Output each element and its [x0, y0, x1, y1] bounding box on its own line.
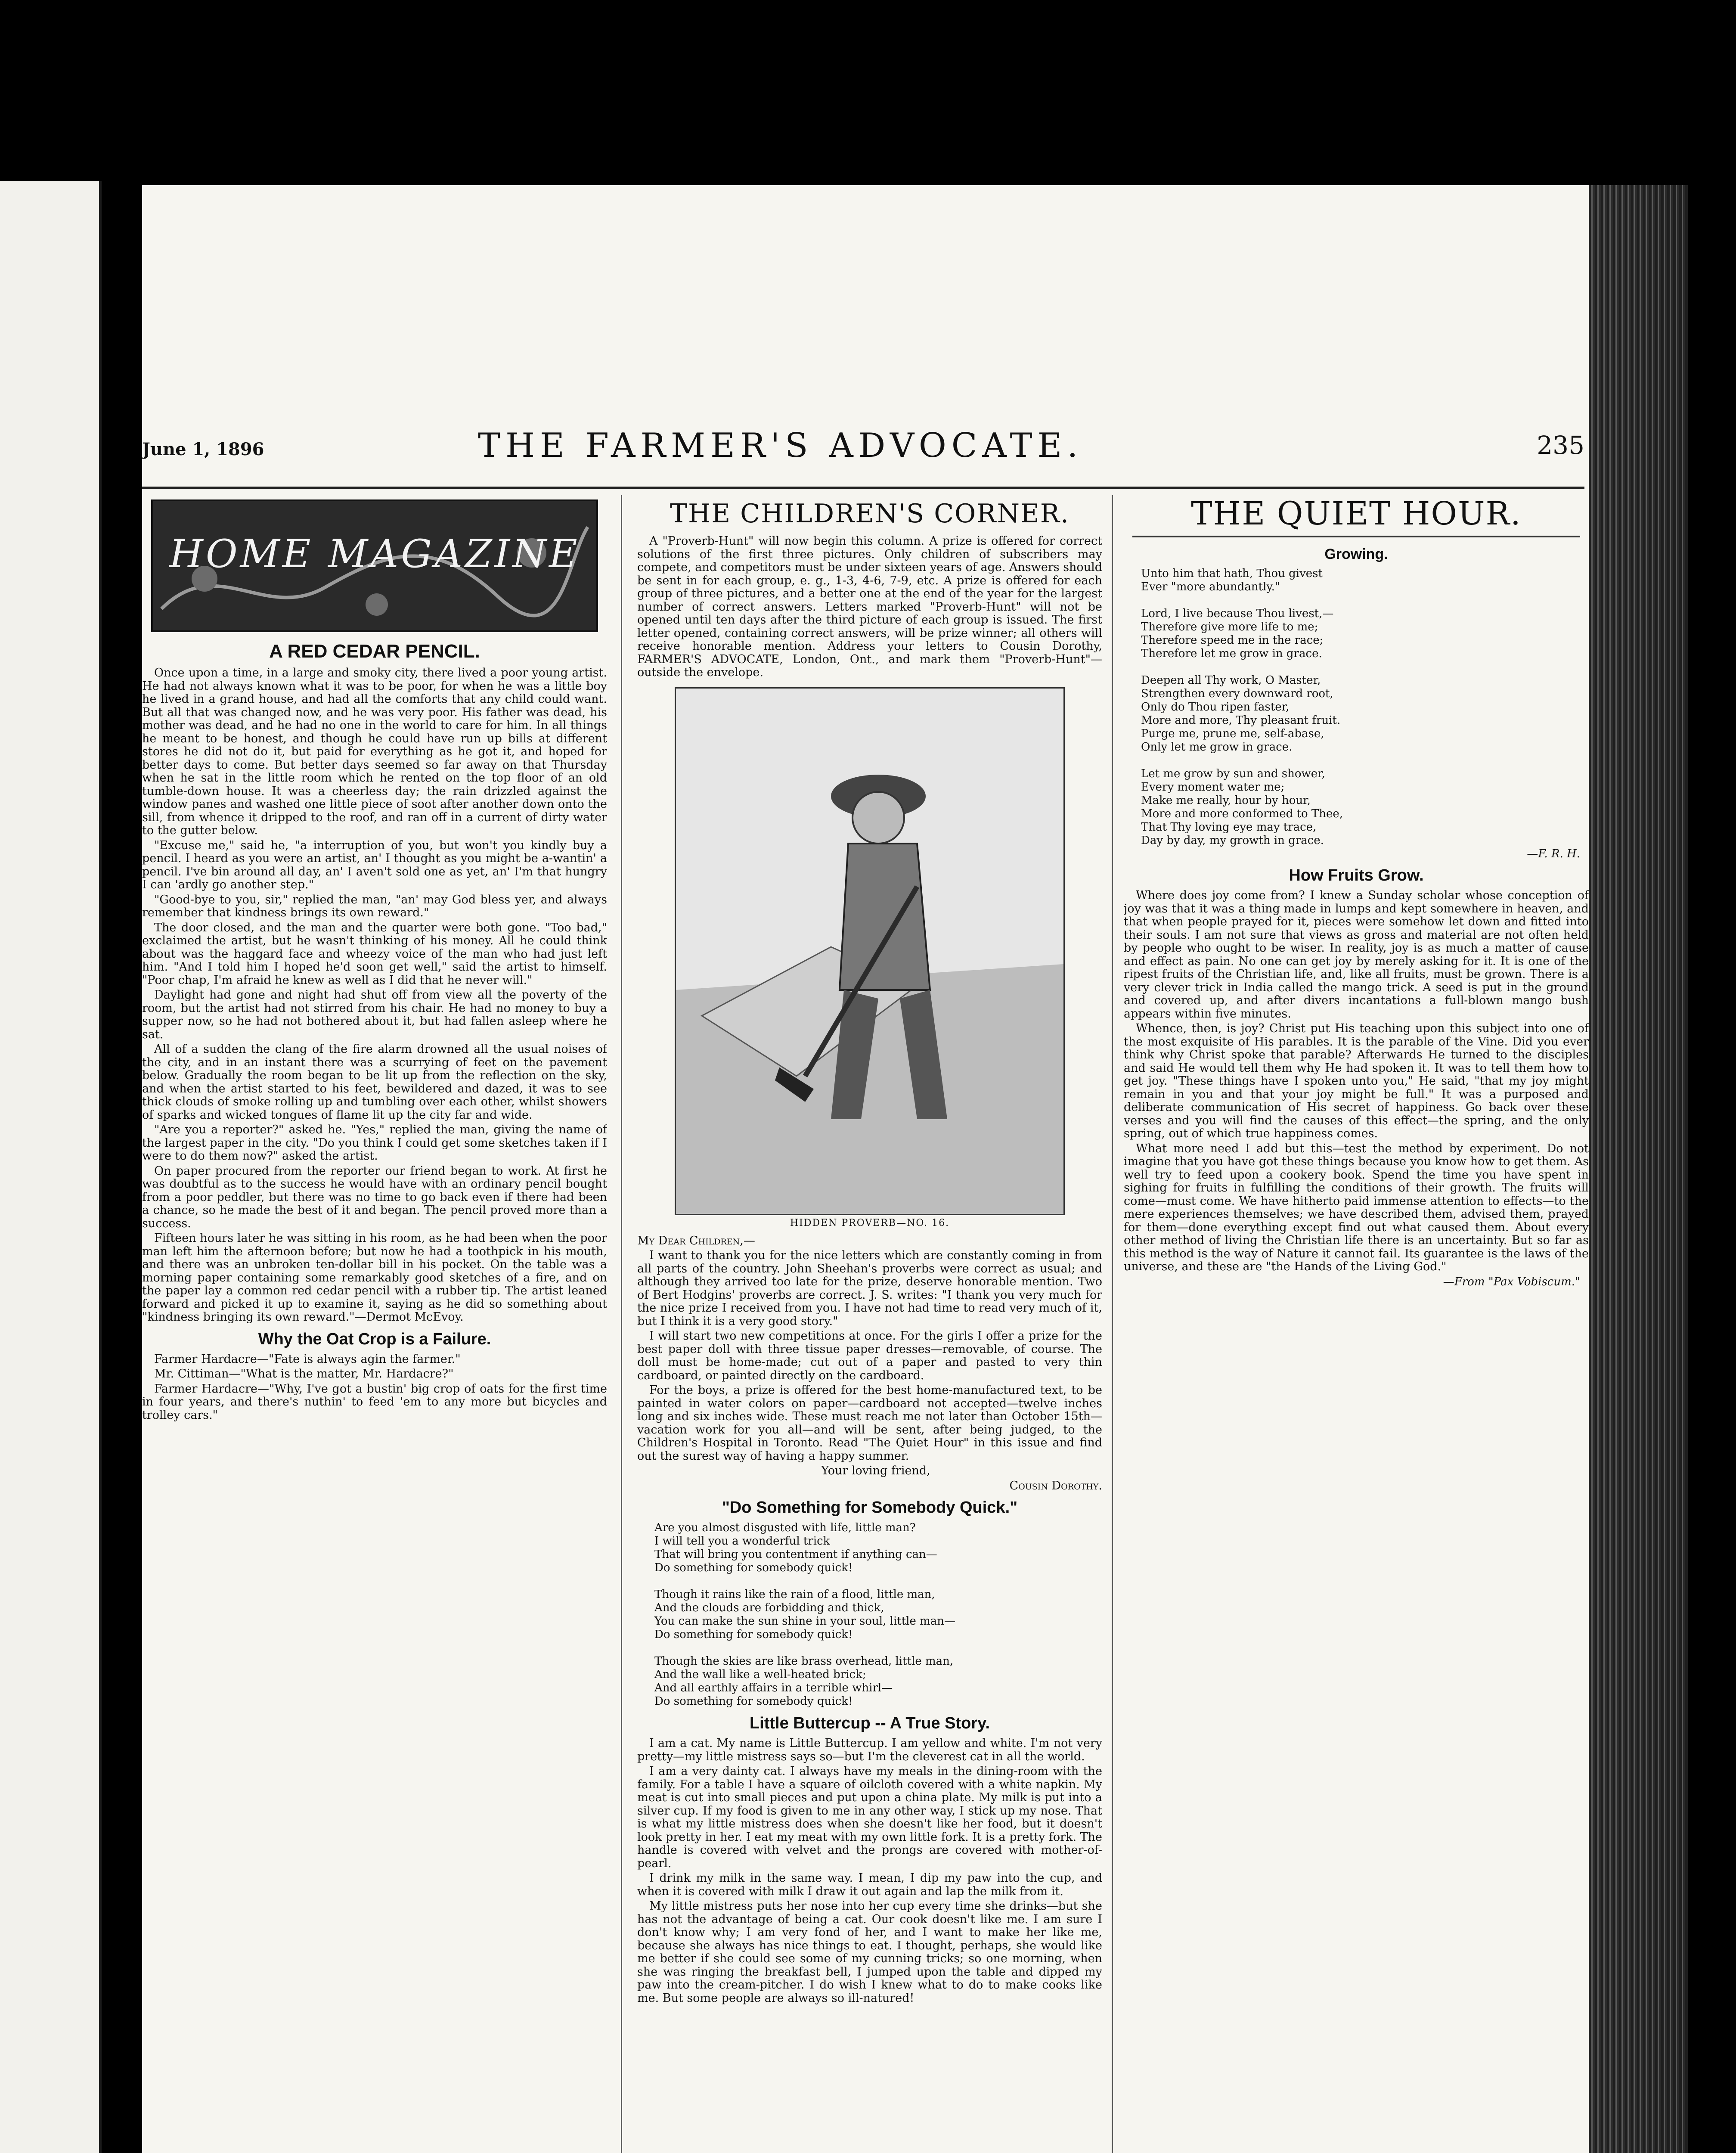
paragraph: I drink my milk in the same way. I mean, I dip my paw into the cup, and when it is covered with milk I draw it out again and lap the milk from it. [637, 1871, 1102, 1898]
letter-body [637, 1249, 1102, 1463]
paragraph: For the boys, a prize is offered for the best home-manufactured text, to be painted in water colors on paper—cardboard not accepted—twelve inches long and six inches wide. These must reach me not later than October 15th—vacation work for you all—and will be sent, after being judged, to the Children's Hospital in Toronto. Read "The Quiet Hour" in this issue and find out the surest way of having a happy summer. [637, 1384, 1102, 1463]
column-childrens-corner [637, 495, 1102, 2153]
story-body [142, 667, 607, 1324]
essay-source: —From "Pax Vobiscum." [1443, 1275, 1580, 1288]
paragraph: Whence, then, is joy? Christ put His teaching upon this subject into one of the most exquisite of His parables. It is the parable of the Vine. Did you ever think why Christ spoke that parable? Afterwards He turned to the disciples and said He would tell them why He had spoken it. It was to tell them how to get joy. "These things have I spoken unto you," He said, "that my joy might remain in you and that your joy might be full." It was a purposed and deliberate communication of His secret of happiness. Go back over these verses and you will find the causes of this effect—the spring, and the only spring, out of which true happiness comes. [1124, 1022, 1589, 1140]
column-quiet-hour [1124, 495, 1589, 2153]
boy-with-hoe-icon [676, 689, 1063, 1214]
masthead-rule [142, 487, 1584, 489]
page-number: 235 [1537, 431, 1584, 460]
paragraph: The door closed, and the man and the quarter were both gone. "Too bad," exclaimed the artist, but he wasn't thinking of his money. All he could think about was the haggard face and wheezy voice of the man who had just left him. "And I told him I hoped he'd soon get well," said the artist to himself. "Poor chap, I'm afraid he knew as well as I did that he never will." [142, 921, 607, 987]
hidden-proverb-illustration [675, 687, 1065, 1215]
buttercup-body [637, 1737, 1102, 2005]
poem-title: "Do Something for Somebody Quick." [722, 1498, 1018, 1517]
childrens-corner-title: THE CHILDREN'S CORNER. [670, 499, 1070, 529]
paragraph: I will start two new competitions at once. For the girls I offer a prize for the best paper doll with three tissue paper dresses—removable, of course. The doll must be home-made; cut out of a paper and pasted to very thin cardboard, or painted directly on the cardboard. [637, 1329, 1102, 1382]
growing-poem: Unto him that hath, Thou givest Ever "more abundantly." Lord, I live because Thou livest,— Therefore give more life to me; Therefore speed me in the race; Therefore let me grow in grace. Deepen all Thy work, O Master, Strengthen every downward root, Only do Thou ripen faster, More and more, Thy pleasant fruit. Purge me, prune me, self-abase, Only let me grow in grace. Let me grow by sun and shower, Every moment water me; Make me really, hour by hour, More and more conformed to Thee, That Thy loving eye may trace, Day by day, my growth in grace. [1141, 567, 1343, 847]
paragraph: "Excuse me," said he, "a interruption of you, but won't you kindly buy a pencil. I heard as you were an artist, an' I thought as you might be a-wantin' a pencil. I've bin around all day, an' I aven't sold one as yet, an' I'm that hungry I can 'ardly go another step." [142, 838, 607, 891]
column-divider [621, 495, 622, 2153]
growing-title: Growing. [1324, 546, 1388, 562]
paragraph: My little mistress puts her nose into her cup every time she drinks—but she has not the advantage of being a cat. Our cook doesn't like me. I am sure I don't know why; I am very fond of her, and I want to make her like me, because she always has nice things to eat. I thought, perhaps, she would like me better if she could see some of my cunning tricks; so one morning, when she was ringing the breakfast bell, I jumped upon the table and dipped my paw into the cream-pitcher. I do wish I knew what to do to make cooks like me. But some people are always so ill-natured! [637, 1899, 1102, 2005]
home-magazine-banner [151, 499, 598, 632]
letter-block [637, 1235, 1102, 1493]
paragraph: Farmer Hardacre—"Why, I've got a bustin' big crop of oats for the first time in four years, and there's nuthin' to feed 'em to any more but bicycles and trolley cars." [142, 1382, 607, 1422]
paragraph: Fifteen hours later he was sitting in his room, as he had been when the poor man left him the afternoon before; but now he had a toothpick in his mouth, and there was an unbroken ten-dollar bill in his pocket. On the table was a morning paper containing some remarkably good sketches of a fire, and on the paper lay a common red cedar pencil with a rubber tip. The artist leaned forward and picked it up to examine it, saying as he did so something about "kindness bringing its own reward."—Dermot McEvoy. [142, 1232, 607, 1324]
oat-crop-title: Why the Oat Crop is a Failure. [258, 1330, 491, 1348]
paragraph: I want to thank you for the nice letters which are constantly coming in from all parts of the country. John Sheehan's proverbs were correct as usual; and although they arrived too late for the prize, deserve honorable mention. Two of Bert Hodgins' proverbs are correct. J. S. writes: "I thank you very much for the nice prize I received from you. I have not had time to read very much of it, but I think it is a very good story." [637, 1249, 1102, 1328]
adjacent-page-edge [0, 181, 102, 2153]
paragraph: On paper procured from the reporter our friend began to work. At first he was doubtful as to the success he would have with an ordinary pencil bought from a poor peddler, but there was no time to go back even if there had been a chance, so he made the best of it and began. The pencil proved more than a success. [142, 1164, 607, 1230]
letter-signature: Cousin Dorothy. [1009, 1479, 1102, 1492]
newspaper-title: THE FARMER'S ADVOCATE. [478, 426, 1083, 465]
proverb-hunt-intro [637, 535, 1102, 679]
paragraph: Mr. Cittiman—"What is the matter, Mr. Hardacre?" [154, 1367, 454, 1381]
paragraph: I am a very dainty cat. I always have my meals in the dining-room with the family. For a table I have a square of oilcloth covered with a white napkin. My meat is cut into small pieces and put upon a china plate. My milk is put into a silver cup. If my food is given to me in any other way, I stick up my nose. That is what my little mistress does when she doesn't like her food, but it doesn't look pretty in her. I eat my meat with my own little fork. It is a pretty fork. The handle is covered with velvet and the prongs are covered with mother-of-pearl. [637, 1765, 1102, 1870]
oat-crop-body [142, 1353, 607, 1422]
quiet-hour-rule [1132, 536, 1580, 537]
buttercup-title: Little Buttercup -- A True Story. [749, 1714, 990, 1732]
illustration-caption: HIDDEN PROVERB—NO. 16. [790, 1217, 950, 1229]
fruits-body [1124, 889, 1589, 1274]
masthead [142, 426, 1584, 491]
proverb-hunt-text: A "Proverb-Hunt" will now begin this column. A prize is offered for correct solutions of the first three pictures. Only children of subscribers may compete, and competitors must be under sixteen years of age. Answers should be sent in for each group, e. g., 1-3, 4-6, 7-9, etc. A prize is offered for each group of three pictures, and a better one at the end of the year for the largest number of correct answers. Letters marked "Proverb-Hunt" will not be opened until ten days after the third picture of each group is issued. The first letter opened, containing correct answers, will be prize winner; all others will receive honorable mention. Address your letters to Cousin Dorothy, FARMER'S ADVOCATE, London, Ont., and mark them "Proverb-Hunt"—outside the envelope. [637, 534, 1102, 679]
column-home-magazine [142, 495, 607, 2153]
fruits-title: How Fruits Grow. [1289, 866, 1424, 884]
paragraph: What more need I add but this—test the method by experiment. Do not imagine that you have got these things because you know how to get them. As well try to feed upon a cookery book. Spend the time you have spent in sighing for fruits in fulfilling the conditions of their growth. The fruits will come—must come. We have hitherto paid immense attention to effects—to the mere experiences themselves; we have described them, advised them, prayed for them—done everything except find out what caused them. About every other method of living the Christian life there is an uncertainty. But so far as this method is the way of Nature it cannot fail. Its guarantee is the laws of the universe, and these are "the Hands of the Living God." [1124, 1142, 1589, 1273]
paragraph: I am a cat. My name is Little Buttercup. I am yellow and white. I'm not very pretty—my little mistress says so—but I'm the cleverest cat in all the world. [637, 1737, 1102, 1763]
poem-signature: —F. R. H. [1527, 847, 1580, 860]
paragraph: Once upon a time, in a large and smoky city, there lived a poor young artist. He had not always known what it was to be poor, for when he was a little boy he lived in a grand house, and had all the comforts that any child could want. But all that was changed now, and he was very poor. His father was dead, his mother was dead, and he had no one in the world to care for him. In all things he meant to be honest, and though he could have run up bills at different stores he did not do it, but paid for everything as he got it, and hoped for better days to come. But better days seemed so far away on that Thursday when he sat in the little room which he rented on the top floor of an old tumble-down house. It was a cheerless day; the rain drizzled against the window panes and washed one little piece of soot after another down onto the sill, from whence it dripped to the roof, and ran off in a current of dirty water to the gutter below. [142, 666, 607, 837]
paragraph: "Good-bye to you, sir," replied the man, "an' may God bless yer, and always remember that kindness brings its own reward." [142, 893, 607, 919]
paragraph: Farmer Hardacre—"Fate is always agin the farmer." [154, 1352, 461, 1366]
letter-closing: Your loving friend, [821, 1464, 930, 1477]
banner-text: HOME MAGAZINE [169, 531, 580, 577]
story-title: A RED CEDAR PENCIL. [269, 641, 480, 662]
poem-body: Are you almost disgusted with life, little man? I will tell you a wonderful trick That will bring you contentment if anything can— Do something for somebody quick! Though it rains like the rain of a flood, little man, And the clouds are forbidding and thick, You can make the sun shine in your soul, little man— Do something for somebody quick! Though the skies are like brass overhead, little man, And the wall like a well-heated brick; And all earthly affairs in a terrible whirl— Do something for somebody quick! [654, 1521, 956, 1708]
book-spine [1589, 185, 1688, 2153]
paragraph: Daylight had gone and night had shut off from view all the poverty of the room, but the artist had not stirred from his chair. He had no money to buy a supper now, so he had not bothered about it, but had fallen asleep where he sat. [142, 988, 607, 1041]
letter-salutation: My Dear Children,— [637, 1234, 755, 1247]
paragraph: Where does joy come from? I knew a Sunday scholar whose conception of joy was that it was a thing made in lumps and kept somewhere in heaven, and that when people prayed for it, pieces were somehow let down and fitted into their souls. I am not sure that views as gross and material are not often held by people who ought to be wiser. In reality, joy is as much a matter of cause and effect as pain. No one can get joy by merely asking for it. It is one of the ripest fruits of the Christian life, and, like all fruits, must be grown. There is a very clever trick in India called the mango trick. A seed is put in the ground and covered up, and after divers incantations a full-blown mango bush appears within five minutes. [1124, 889, 1589, 1021]
paragraph: All of a sudden the clang of the fire alarm drowned all the usual noises of the city, and in an instant there was a scurrying of feet on the pavement below. Gradually the room began to be lit up from the reflection on the sky, and when the artist started to his feet, bewildered and dazed, it was to see thick clouds of smoke rolling up and tumbling over each other, whilst showers of sparks and wicked tongues of flame lit up the city far and wide. [142, 1042, 607, 1122]
column-divider [1112, 495, 1113, 2153]
paragraph: "Are you a reporter?" asked he. "Yes," replied the man, giving the name of the largest paper in the city. "Do you think I could get some sketches taken if I were to do them now?" asked the artist. [142, 1123, 607, 1163]
issue-date: June 1, 1896 [142, 439, 264, 459]
quiet-hour-title: THE QUIET HOUR. [1191, 495, 1522, 532]
newspaper-page [142, 185, 1666, 2153]
